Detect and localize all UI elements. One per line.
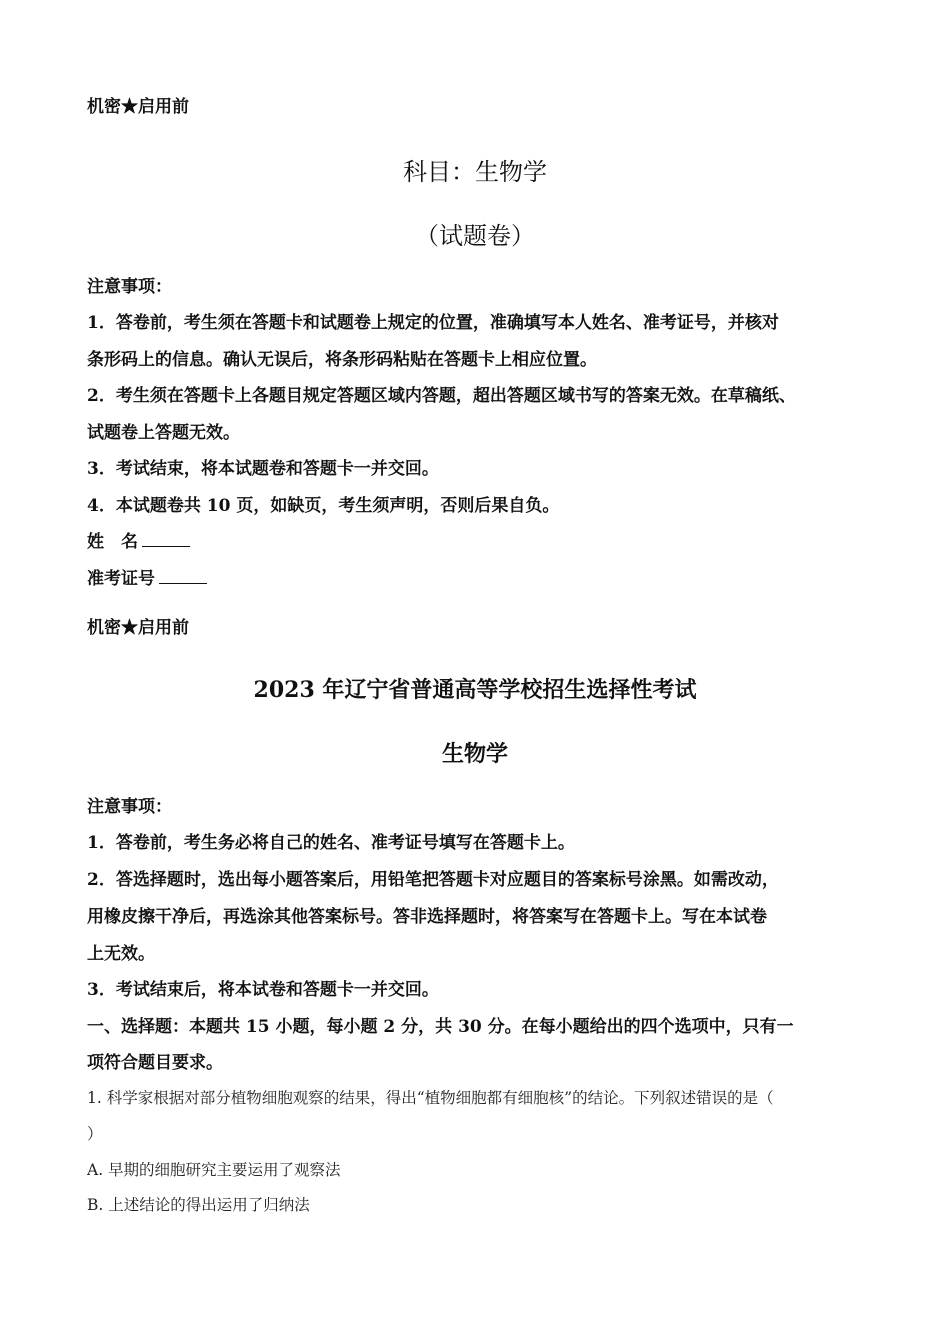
question-1-stem-cont: ） [87, 1125, 103, 1143]
exam-id-label: 准考证号 [87, 569, 155, 589]
exam-subject: 生物学 [441, 741, 508, 767]
confidential-mark-2: 机密★启用前 [87, 618, 189, 638]
section-heading: 一、选择题：本题共 15 小题，每小题 2 分，共 30 分。在每小题给出的四个选项中，只有一 [87, 1017, 794, 1037]
notice2-item-1: 1．答卷前，考生务必将自己的姓名、准考证号填写在答题卡上。 [87, 833, 575, 853]
notice-item-2-cont: 试题卷上答题无效。 [87, 423, 240, 443]
name-label: 姓 名 [87, 532, 138, 552]
notice-item-3: 3．考试结束，将本试题卷和答题卡一并交回。 [87, 459, 439, 479]
subject-title: 科目：生物学 [403, 158, 547, 186]
paper-label: （试题卷） [415, 222, 535, 250]
exam-title: 2023 年辽宁省普通高等学校招生选择性考试 [253, 677, 697, 703]
notice-title: 注意事项： [87, 277, 172, 297]
notice-item-1: 1．答卷前，考生须在答题卡和试题卷上规定的位置，准确填写本人姓名、准考证号，并核对 [87, 313, 779, 333]
section-heading-cont: 项符合题目要求。 [87, 1053, 223, 1073]
notice-item-4: 4．本试题卷共 10 页，如缺页，考生须声明，否则后果自负。 [87, 496, 560, 516]
question-1-stem: 1. 科学家根据对部分植物细胞观察的结果，得出“植物细胞都有细胞核”的结论。下列叙述错误的是（ [87, 1089, 774, 1107]
name-blank [142, 532, 190, 547]
question-1-option-b: B. 上述结论的得出运用了归纳法 [87, 1196, 310, 1214]
exam-id-blank [159, 569, 207, 584]
notice-item-1-cont: 条形码上的信息。确认无误后，将条形码粘贴在答题卡上相应位置。 [87, 350, 597, 370]
notice2-item-2-end: 上无效。 [87, 944, 155, 964]
notice2-item-2-cont: 用橡皮擦干净后，再选涂其他答案标号。答非选择题时，将答案写在答题卡上。写在本试卷 [87, 907, 767, 927]
notice-title-2: 注意事项： [87, 797, 172, 817]
notice2-item-2: 2．答选择题时，选出每小题答案后，用铅笔把答题卡对应题目的答案标号涂黑。如需改动， [87, 870, 779, 890]
exam-id-field [87, 564, 207, 589]
notice2-item-3: 3．考试结束后，将本试卷和答题卡一并交回。 [87, 980, 439, 1000]
confidential-mark: 机密★启用前 [87, 97, 189, 117]
name-field [87, 527, 190, 552]
question-1-option-a: A. 早期的细胞研究主要运用了观察法 [87, 1161, 341, 1179]
notice-item-2: 2．考生须在答题卡上各题目规定答题区域内答题，超出答题区域书写的答案无效。在草稿纸、 [87, 386, 796, 406]
